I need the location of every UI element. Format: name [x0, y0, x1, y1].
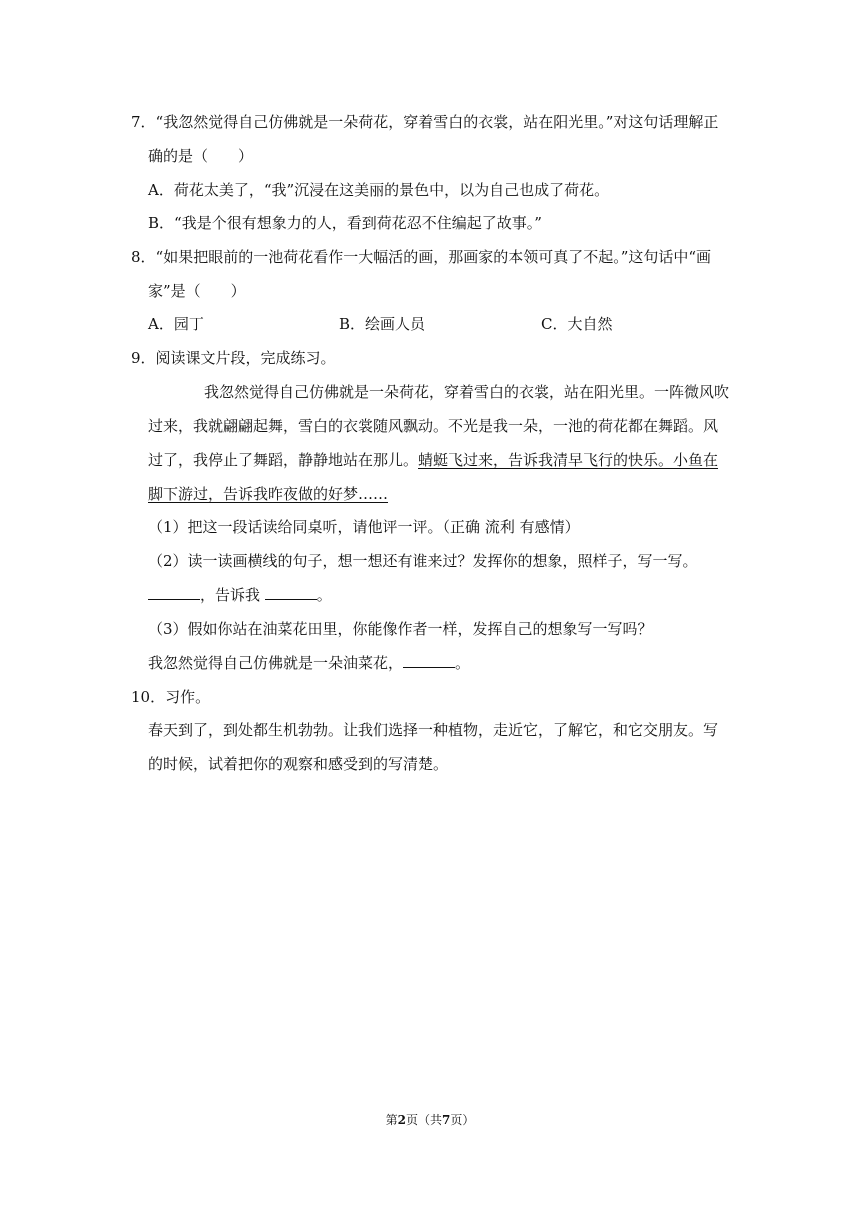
question-7-option-a: A．荷花太美了，“我”沉浸在这美丽的景色中，以为自己也成了荷花。 [148, 181, 610, 199]
question-9-sub-2-answer [148, 585, 332, 605]
question-8-number: 8． [131, 248, 156, 266]
question-9-sub-3-answer [148, 653, 470, 673]
footer-page-number: 2 [397, 1113, 406, 1127]
passage-underlined-sentence-2: 脚下游过，告诉我昨夜做的好梦…… [148, 485, 389, 503]
question-7-line-1 [131, 112, 718, 132]
question-8-stem: “如果把眼前的一池荷花看作一大幅活的画，那画家的本领可真了不起。”这句话中“画 [155, 248, 712, 266]
answer-blank-2[interactable] [265, 585, 317, 600]
page-footer [0, 1112, 860, 1128]
question-9-line-1 [131, 348, 336, 368]
question-7-number: 7． [131, 113, 156, 131]
question-7-stem: “我忽然觉得自己仿佛就是一朵荷花，穿着雪白的衣裳，站在阳光里。”对这句话理解正 [155, 113, 719, 131]
question-9-title: 阅读课文片段，完成练习。 [155, 349, 336, 367]
question-9-sub-1: （1）把这一段话读给同桌听，请他评一评。（正确 流利 有感情） [148, 518, 580, 536]
answer-connector: ，告诉我 [200, 586, 261, 604]
question-8-stem-cont: 家”是（ ） [148, 282, 246, 300]
question-8-option-b: B．绘画人员 [339, 315, 426, 333]
answer-blank-1[interactable] [148, 585, 200, 600]
footer-mid: 页（共 [405, 1113, 442, 1127]
question-7-option-b: B．“我是个很有想象力的人，看到荷花忍不住编起了故事。” [148, 214, 542, 232]
passage-underlined-sentence-1: 蜻蜓飞过来，告诉我清早飞行的快乐。小鱼在 [418, 451, 719, 469]
question-10-title: 习作。 [165, 688, 211, 706]
answer-blank-3[interactable] [403, 653, 455, 668]
question-10-number: 10． [131, 688, 166, 706]
question-8-line-1 [131, 247, 711, 267]
passage-line-1: 我忽然觉得自己仿佛就是一朵荷花，穿着雪白的衣裳，站在阳光里。一阵微风吹 [204, 383, 730, 401]
passage-line-3-plain: 过了，我停止了舞蹈，静静地站在那儿。 [148, 451, 419, 469]
question-9-sub-3: （3）假如你站在油菜花田里，你能像作者一样，发挥自己的想象写一写吗？ [148, 620, 653, 638]
question-9-number: 9． [131, 349, 156, 367]
question-9-sub-2: （2）读一读画横线的句子，想一想还有谁来过？发挥你的想象，照样子，写一写。 [148, 552, 698, 570]
passage-line-4 [148, 484, 388, 504]
answer-end: 。 [316, 586, 332, 604]
question-10-line-1 [131, 687, 210, 707]
passage-line-3 [148, 450, 718, 470]
question-7-stem-cont: 确的是（ ） [148, 147, 254, 165]
question-8-option-a: A．园丁 [148, 315, 204, 333]
passage-line-2: 过来，我就翩翩起舞，雪白的衣裳随风飘动。不光是我一朵，一池的荷花都在舞蹈。风 [148, 417, 719, 435]
footer-total-pages: 7 [442, 1113, 451, 1127]
question-10-prompt-line-2: 的时候，试着把你的观察和感受到的写清楚。 [148, 755, 449, 773]
question-10-prompt-line-1: 春天到了，到处都生机勃勃。让我们选择一种植物，走近它，了解它，和它交朋友。写 [148, 721, 719, 739]
answer-prefix: 我忽然觉得自己仿佛就是一朵油菜花， [148, 654, 404, 672]
answer-end-3: 。 [455, 654, 471, 672]
footer-suffix: 页） [450, 1113, 475, 1127]
question-8-option-c: C．大自然 [541, 315, 613, 333]
footer-prefix: 第 [385, 1113, 398, 1127]
